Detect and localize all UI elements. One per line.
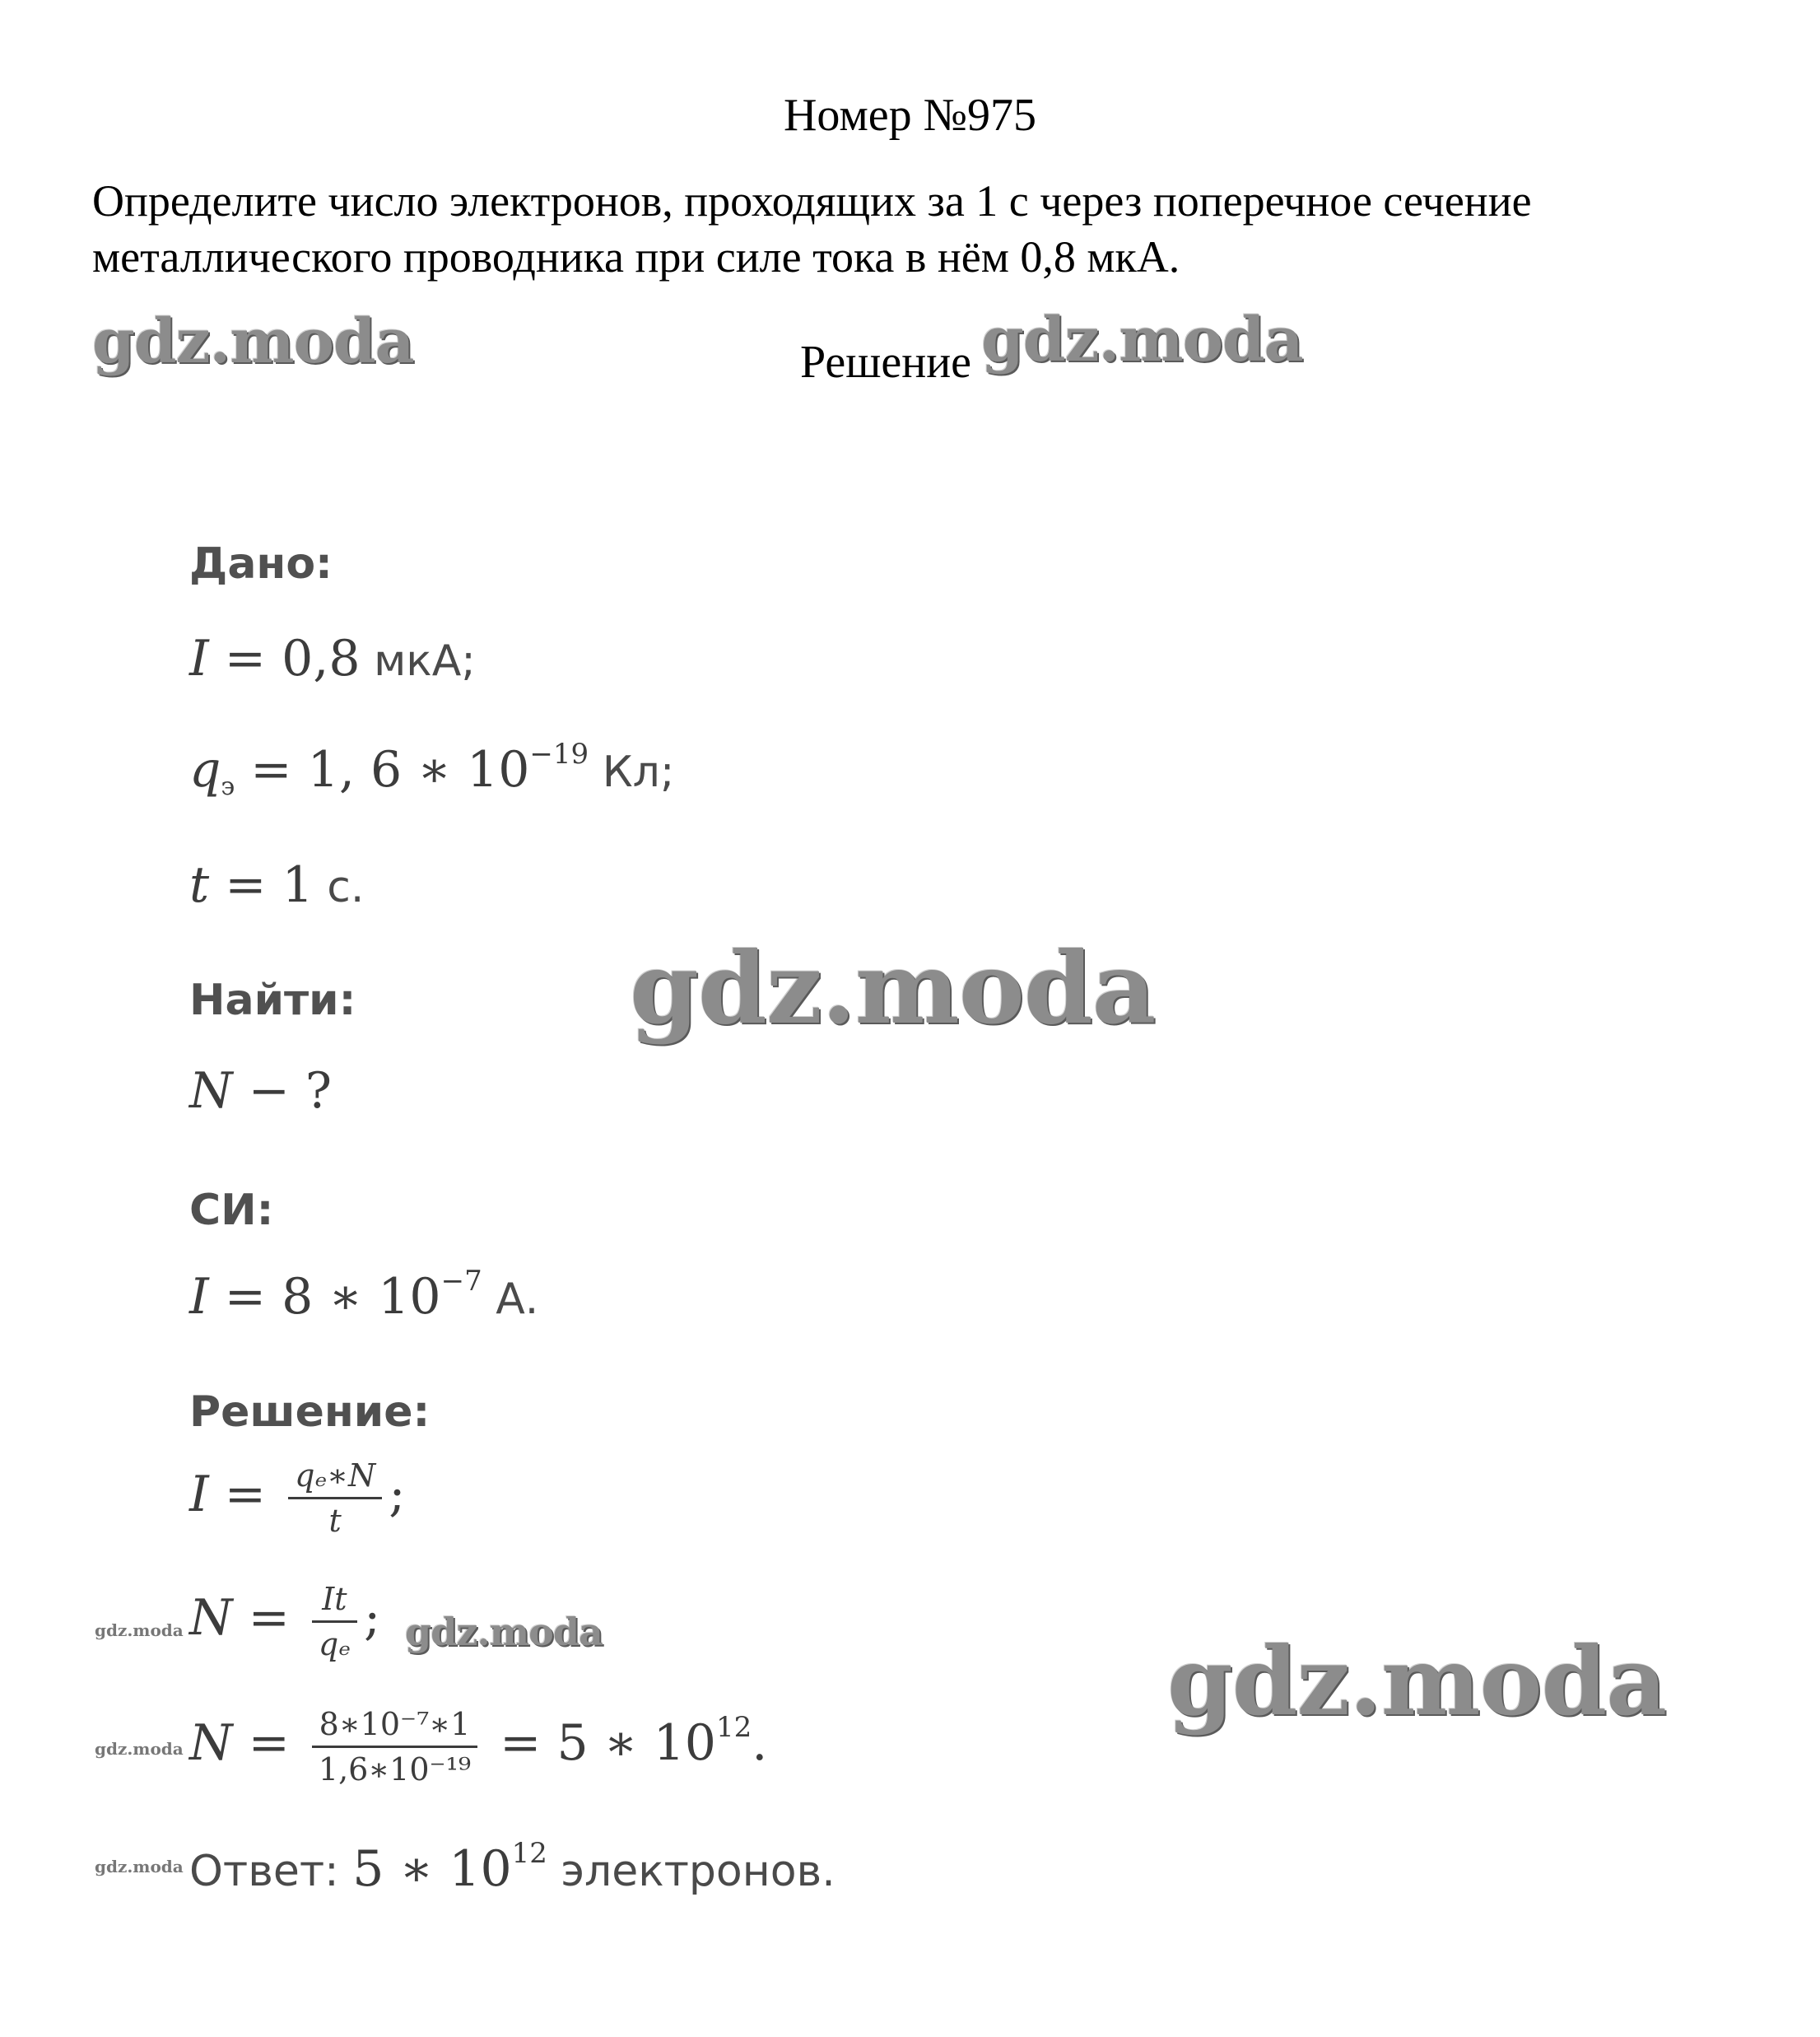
fraction: $\frac{It}{\text{qₑ}}$ <box>312 1581 357 1662</box>
watermark: gdz.moda <box>95 1857 184 1876</box>
problem-statement: Определите число электронов, проходящих за 1 с через поперечное сечение металлического проводника при силе тока в нём 0,8 мкА. <box>92 176 1532 282</box>
solution-title: Решение <box>800 337 972 388</box>
watermark: gdz.moda <box>630 930 1156 1046</box>
formula-n-numeric: N = $\frac{\text{8∗10⁻⁷∗1}}{\text{1,6∗10⁻¹⁹}}$ = 5 ∗ $10^{12}$. <box>189 1706 768 1788</box>
si-label: СИ: <box>189 1186 274 1235</box>
given-current: I = 0,8 мкА; <box>189 630 476 688</box>
watermark: gdz.moda <box>92 306 414 377</box>
fraction: $\frac{\text{qₑ∗N}}{t}$ <box>288 1457 382 1539</box>
answer: Ответ: 5 ∗ $10^{12}$ электронов. <box>189 1837 836 1898</box>
find-label: Найти: <box>189 976 356 1025</box>
formula-n: N = $\frac{It}{\text{qₑ}}$ ; <box>189 1581 381 1662</box>
find-value: N − ? <box>189 1062 333 1120</box>
watermark: gdz.moda <box>95 1620 184 1640</box>
si-current: I = 8 ∗ $10^{-7}$ А. <box>189 1265 539 1326</box>
fraction: $\frac{\text{8∗10⁻⁷∗1}}{\text{1,6∗10⁻¹⁹}}$ <box>312 1706 477 1788</box>
watermark: gdz.moda <box>981 305 1303 375</box>
watermark: gdz.moda <box>95 1739 184 1759</box>
solution-label: Решение: <box>189 1387 431 1437</box>
formula-current: I = $\frac{\text{qₑ∗N}}{t}$ ; <box>189 1457 406 1539</box>
page-title: Номер №975 <box>783 90 1037 141</box>
watermark: gdz.moda <box>1167 1626 1667 1736</box>
given-time: t = 1 с. <box>189 856 365 914</box>
given-charge: $q_э = 1$, 6 ∗ $10^{-19}$ Кл; <box>189 738 675 801</box>
given-label: Дано: <box>189 539 333 589</box>
watermark: gdz.moda <box>405 1610 603 1654</box>
var-I: I <box>189 630 209 688</box>
